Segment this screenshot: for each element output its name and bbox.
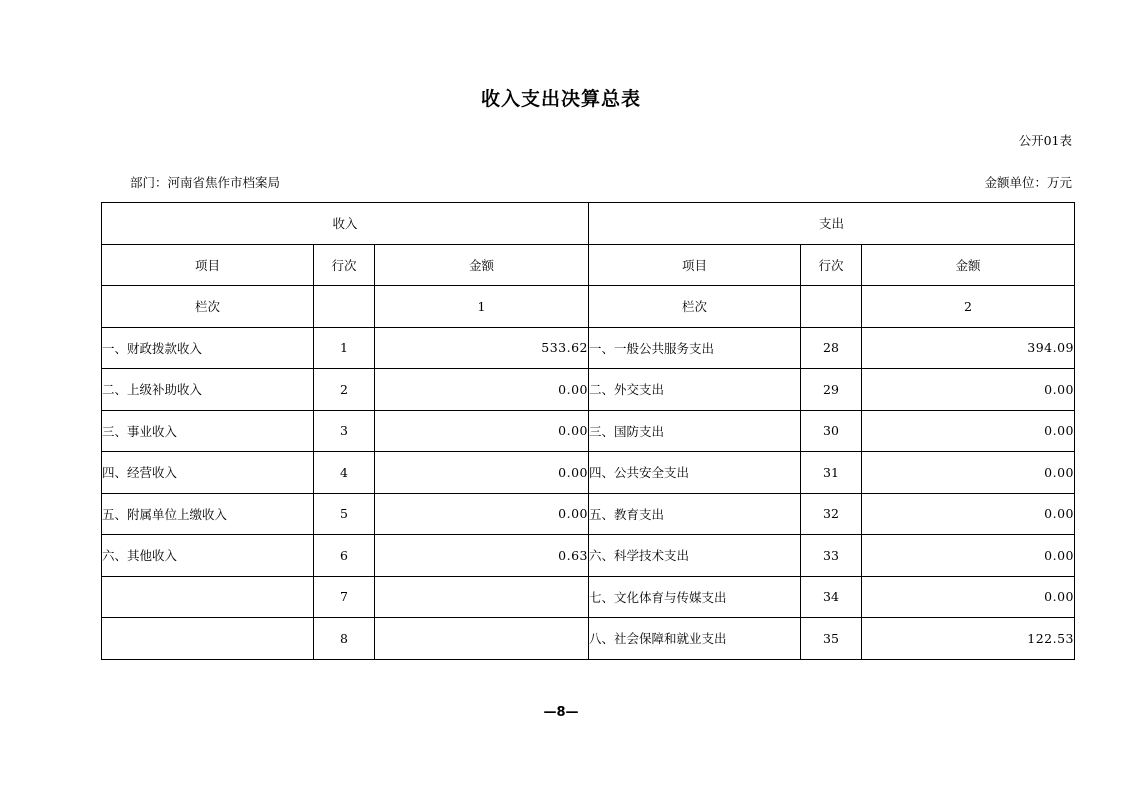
expense-row-no-header: 行次 xyxy=(801,244,862,286)
expense-row-no-cell: 32 xyxy=(801,493,862,535)
income-item-cell: 二、上级补助收入 xyxy=(102,369,314,411)
expense-item-cell: 二、外交支出 xyxy=(589,369,801,411)
expense-amount-cell: 122.53 xyxy=(862,618,1075,660)
expense-amount-header: 金额 xyxy=(862,244,1075,286)
income-item-cell xyxy=(102,618,314,660)
income-row-no-cell: 2 xyxy=(314,369,375,411)
income-index-empty xyxy=(314,286,375,328)
unit-label: 金额单位：万元 xyxy=(984,175,1072,190)
expense-row-no-cell: 28 xyxy=(801,327,862,369)
expense-amount-cell: 0.00 xyxy=(862,369,1075,411)
column-header-row xyxy=(102,244,1075,286)
income-amount-header: 金额 xyxy=(375,244,589,286)
table-row xyxy=(102,452,1075,494)
expense-row-no-cell: 29 xyxy=(801,369,862,411)
table-row xyxy=(102,327,1075,369)
income-expense-table xyxy=(101,202,1075,660)
expense-index-label: 栏次 xyxy=(589,286,801,328)
income-row-no-header: 行次 xyxy=(314,244,375,286)
page-title: 收入支出决算总表 xyxy=(480,88,641,110)
income-row-no-cell: 7 xyxy=(314,576,375,618)
expense-amount-cell: 0.00 xyxy=(862,535,1075,577)
income-item-cell: 五、附属单位上缴收入 xyxy=(102,493,314,535)
income-row-no-cell: 8 xyxy=(314,618,375,660)
income-amount-cell: 0.00 xyxy=(375,452,589,494)
expense-item-cell: 三、国防支出 xyxy=(589,410,801,452)
income-amount-cell xyxy=(375,576,589,618)
expense-row-no-cell: 35 xyxy=(801,618,862,660)
income-item-cell: 四、经营收入 xyxy=(102,452,314,494)
form-code: 公开01表 xyxy=(1018,133,1072,148)
table-row xyxy=(102,618,1075,660)
table-row xyxy=(102,369,1075,411)
expense-item-cell: 六、科学技术支出 xyxy=(589,535,801,577)
income-item-cell xyxy=(102,576,314,618)
table-row xyxy=(102,576,1075,618)
expense-index-empty xyxy=(801,286,862,328)
expense-item-cell: 五、教育支出 xyxy=(589,493,801,535)
expense-item-cell: 四、公共安全支出 xyxy=(589,452,801,494)
expense-row-no-cell: 33 xyxy=(801,535,862,577)
department-label: 部门：河南省焦作市档案局 xyxy=(130,175,281,190)
expense-index-value: 2 xyxy=(862,286,1075,328)
table-row xyxy=(102,410,1075,452)
expense-amount-cell: 394.09 xyxy=(862,327,1075,369)
expense-item-header: 项目 xyxy=(589,244,801,286)
column-index-row xyxy=(102,286,1075,328)
income-amount-cell: 0.63 xyxy=(375,535,589,577)
expense-amount-cell: 0.00 xyxy=(862,576,1075,618)
income-index-label: 栏次 xyxy=(102,286,314,328)
income-item-header: 项目 xyxy=(102,244,314,286)
income-row-no-cell: 4 xyxy=(314,452,375,494)
table-row xyxy=(102,535,1075,577)
income-row-no-cell: 3 xyxy=(314,410,375,452)
income-row-no-cell: 6 xyxy=(314,535,375,577)
income-amount-cell: 0.00 xyxy=(375,493,589,535)
expense-amount-cell: 0.00 xyxy=(862,410,1075,452)
income-amount-cell xyxy=(375,618,589,660)
income-amount-cell: 533.62 xyxy=(375,327,589,369)
income-index-value: 1 xyxy=(375,286,589,328)
expense-item-cell: 一、一般公共服务支出 xyxy=(589,327,801,369)
expense-section-header: 支出 xyxy=(589,203,1075,245)
income-amount-cell: 0.00 xyxy=(375,369,589,411)
expense-row-no-cell: 31 xyxy=(801,452,862,494)
expense-item-cell: 八、社会保障和就业支出 xyxy=(589,618,801,660)
income-row-no-cell: 1 xyxy=(314,327,375,369)
expense-amount-cell: 0.00 xyxy=(862,452,1075,494)
income-item-cell: 六、其他收入 xyxy=(102,535,314,577)
income-amount-cell: 0.00 xyxy=(375,410,589,452)
income-section-header: 收入 xyxy=(102,203,589,245)
section-header-row xyxy=(102,203,1075,245)
table-row xyxy=(102,493,1075,535)
page-number: —8— xyxy=(543,705,579,720)
income-row-no-cell: 5 xyxy=(314,493,375,535)
income-item-cell: 一、财政拨款收入 xyxy=(102,327,314,369)
expense-row-no-cell: 34 xyxy=(801,576,862,618)
expense-amount-cell: 0.00 xyxy=(862,493,1075,535)
expense-row-no-cell: 30 xyxy=(801,410,862,452)
expense-item-cell: 七、文化体育与传媒支出 xyxy=(589,576,801,618)
income-item-cell: 三、事业收入 xyxy=(102,410,314,452)
